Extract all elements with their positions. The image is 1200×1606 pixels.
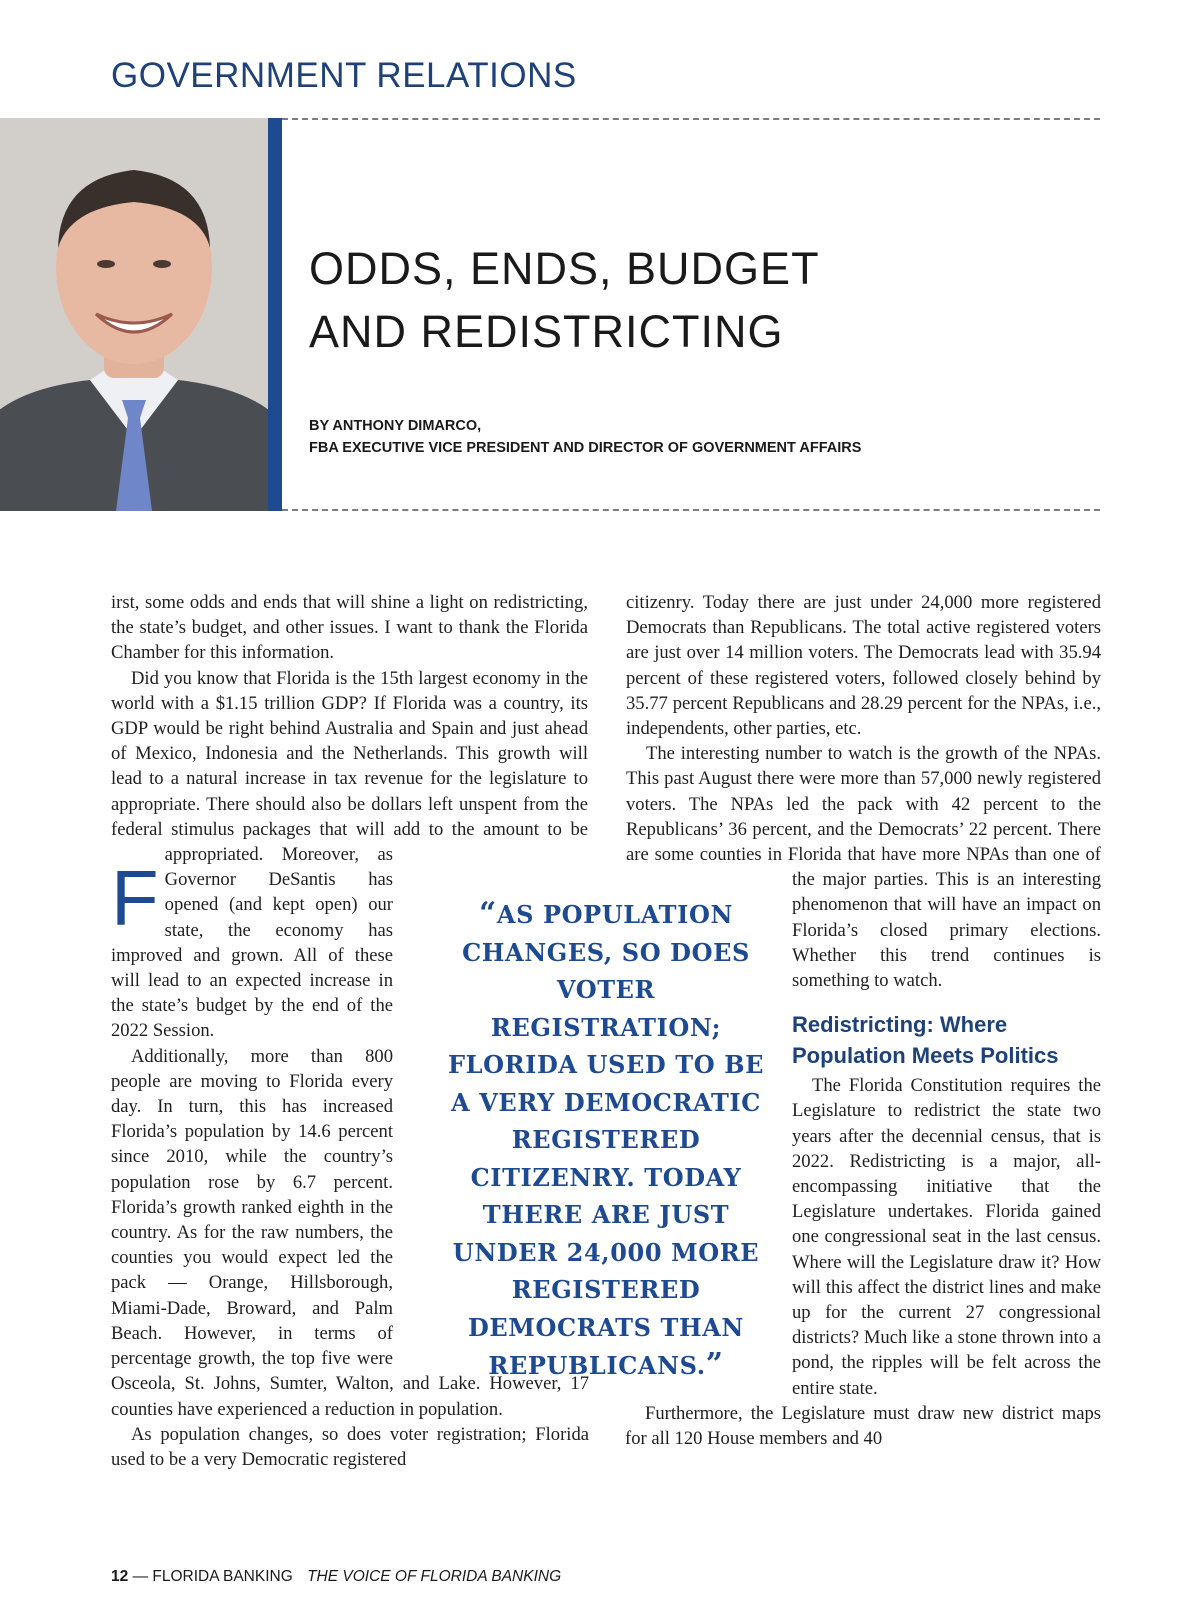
paragraph-economy: Did you know that Florida is the 15th largest economy in the world with a $1.15 trillion GDP? If Florida was a country, its GDP would be right behind Australia and Spain and just ahead of Mexico, Indonesia and the Netherlands. This growth will lead to a natural increase in tax revenue for the legislature to appropriate. There should also be dollars left unspent from the federal stimulus packages that will add to the amount to be appropriated. Moreover, as Governor DeSantis has opened (and kept open) our state, the economy has improved and grown. All of these will lead to an expected increase in the state’s budget by the end of the 2022 Session. (111, 667, 588, 1042)
paragraph-constitution: The Florida Constitution requires the Legislature to redistrict the state two years after the decennial census, that is 2022. Redistricting is a major, all-encompassing initiative that the Legislature undertakes. Florida gained one congressional seat in the last census. Where will the Legislature draw it? How will this affect the district lines and make up for the current 27 congressional districts? Much like a stone thrown into a pond, the ripples will be felt across the entire state. (792, 1075, 1101, 1399)
divider-bottom (282, 509, 1100, 511)
title-line-1: ODDS, ENDS, BUDGET (309, 243, 820, 294)
title-line-2: AND REDISTRICTING (309, 306, 784, 357)
paragraph-voter-registration: As population changes, so does voter registration; Florida used to be a very Democratic registered (111, 1423, 589, 1470)
pull-quote (446, 895, 766, 1385)
subhead-redistricting: Redistricting: Where Population Meets Politics (792, 1012, 1059, 1069)
page-number: 12 (111, 1568, 129, 1585)
pull-quote-text: AS POPULATION CHANGES, SO DOES VOTER REGISTRATION; FLORIDA USED TO BE A VERY DEMOCRATIC REGISTERED CITIZENRY. TODAY THERE ARE JUST UNDER 24,000 MORE REGISTERED DEMOCRATS THAN REPUBLICANS. (447, 900, 764, 1380)
byline-author: BY ANTHONY DIMARCO, (309, 418, 482, 434)
accent-bar (268, 118, 282, 511)
paragraph-intro-text: irst, some odds and ends that will shine a light on redistricting, the state’s budget, and other issues. I want to thank the Florida Chamber for this information. (111, 592, 588, 664)
article-header (0, 118, 1200, 511)
author-portrait-icon (0, 118, 268, 511)
publication-tagline: THE VOICE OF FLORIDA BANKING (307, 1568, 562, 1585)
section-label: GOVERNMENT RELATIONS (111, 56, 577, 95)
divider-top (282, 118, 1100, 120)
byline (309, 415, 861, 459)
paragraph-district-maps: Furthermore, the Legislature must draw new district maps for all 120 House members and 40 (625, 1402, 1101, 1450)
paragraph-npa-growth: The interesting number to watch is the growth of the NPAs. This past August there were more than 57,000 newly registered voters. The NPAs led the pack with 42 percent to the Republicans’ 36 percent, and the Democrats’ 22 percent. There are some counties in Florida that have more NPAs than one of the major parties. This is an interesting phenomenon that will have an impact on Florida’s closed primary elections. Whether this trend continues is something to watch. (626, 743, 1101, 992)
quote-open-mark: “ (478, 896, 497, 931)
drop-cap: F (111, 854, 159, 942)
paragraph-citizenry: citizenry. Today there are just under 24,000 more registered Democrats than Republicans. The total active registered voters are just over 14 million voters. The Democrats lead with 35.94 percent of these registered voters, followed closely behind by 35.77 percent Republicans and 28.29 percent for the NPAs, i.e., independents, other parties, etc. (626, 592, 1101, 740)
article-title (309, 237, 1089, 363)
publication-name: — FLORIDA BANKING (132, 1568, 293, 1585)
paragraph-population: Additionally, more than 800 people are moving to Florida every day. In turn, this has increased Florida’s population by 14.6 percent since 2010, while the country’s population rose by 6.7 percent. Florida’s growth ranked eighth in the country. As for the raw numbers, the counties you would expect led the pack — Orange, Hillsborough, Miami-Dade, Broward, and Palm Beach. However, in terms of percentage growth, the top five were Osceola, St. Johns, Sumter, Walton, and Lake. However, 17 counties have experienced a reduction in population. (111, 1045, 589, 1420)
quote-close-mark: ” (705, 1347, 724, 1382)
page-footer (111, 1568, 561, 1586)
byline-role: FBA EXECUTIVE VICE PRESIDENT AND DIRECTOR OF GOVERNMENT AFFAIRS (309, 440, 862, 456)
